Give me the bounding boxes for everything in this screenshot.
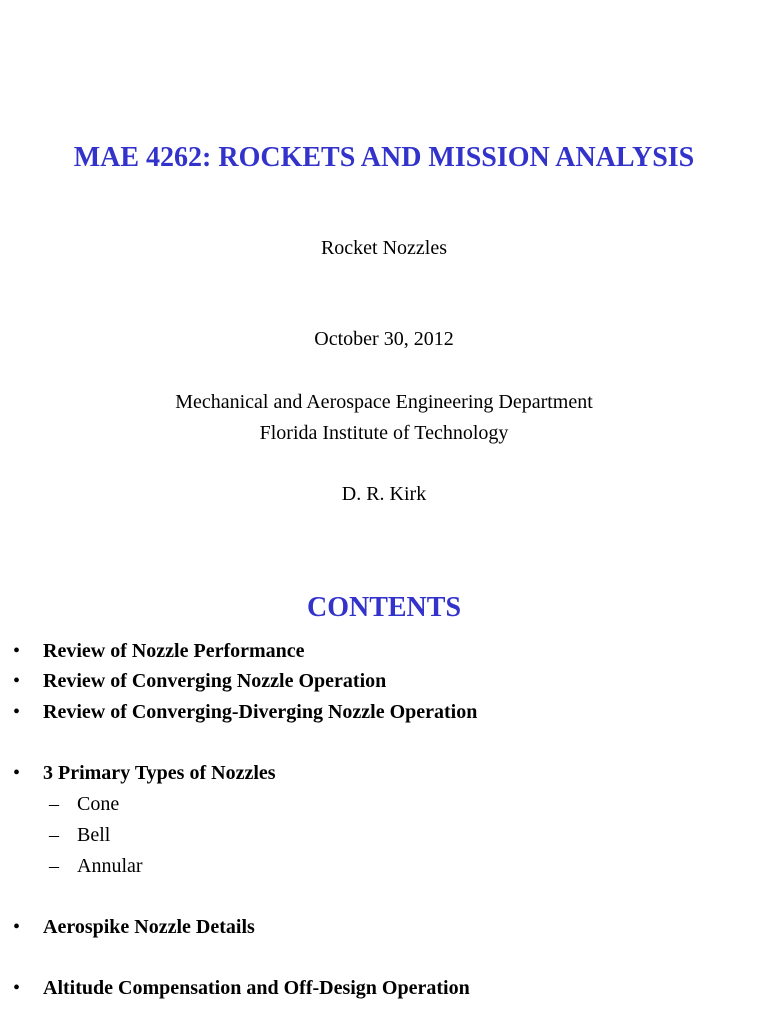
document-subtitle: Rocket Nozzles [320, 237, 448, 259]
contents-item-text: 3 Primary Types of Nozzles [43, 762, 276, 784]
document-title: MAE 4262: ROCKETS AND MISSION ANALYSIS [73, 142, 695, 173]
institution-name: Florida Institute of Technology [259, 422, 509, 444]
department-name: Mechanical and Aerospace Engineering Department [175, 391, 593, 413]
contents-item-text: Review of Converging Nozzle Operation [43, 670, 387, 692]
contents-subitem-text: Bell [77, 824, 111, 846]
dash-marker: – [49, 793, 59, 815]
bullet-marker: • [13, 701, 21, 723]
bullet-marker: • [13, 640, 21, 662]
contents-subitem-text: Annular [77, 855, 143, 877]
bullet-marker: • [13, 670, 21, 692]
dash-marker: – [49, 824, 59, 846]
contents-item-text: Review of Converging-Diverging Nozzle Operation [43, 701, 478, 723]
contents-item-text: Altitude Compensation and Off-Design Operation [43, 977, 470, 999]
bullet-marker: • [13, 762, 21, 784]
contents-subitem-text: Cone [77, 793, 120, 815]
document-date: October 30, 2012 [314, 328, 454, 350]
contents-heading: CONTENTS [306, 592, 462, 623]
contents-item-text: Review of Nozzle Performance [43, 640, 305, 662]
bullet-marker: • [13, 977, 21, 999]
contents-item-text: Aerospike Nozzle Details [43, 916, 255, 938]
author-name: D. R. Kirk [341, 483, 427, 505]
bullet-marker: • [13, 916, 21, 938]
dash-marker: – [49, 855, 59, 877]
